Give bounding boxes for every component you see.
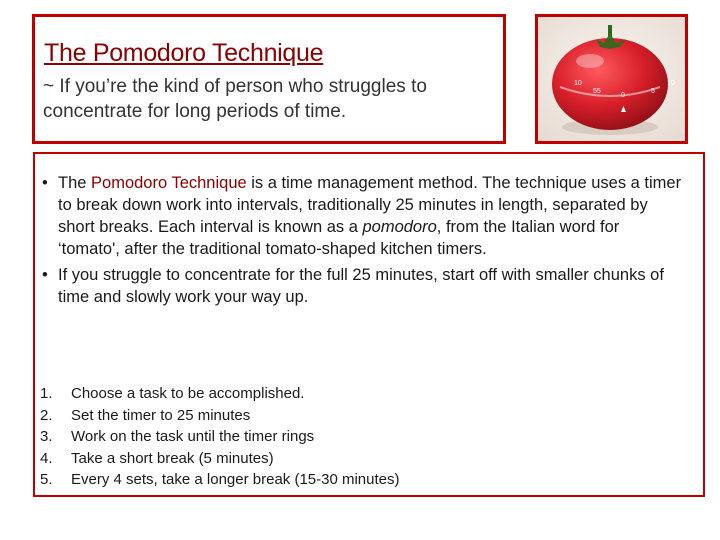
step-number: 1. xyxy=(40,385,53,402)
content-box xyxy=(33,152,705,497)
bullet-marker: • xyxy=(42,266,48,284)
step-text: Work on the task until the timer rings xyxy=(71,428,315,445)
step-text: Choose a task to be accomplished. xyxy=(71,385,305,402)
step-item xyxy=(40,448,680,470)
step-item xyxy=(40,405,680,427)
bullet-item: • The Pomodoro Technique is a time management method. The technique uses a timer to break down work into intervals, traditionally 25 minutes in length, separated by short breaks. Each interval is known as a pomodoro, from the Italian word for ‘tomato', after the traditional tomato-shaped kitchen timers. xyxy=(42,174,682,258)
step-number: 5. xyxy=(40,471,53,488)
step-number: 4. xyxy=(40,449,53,467)
step-text: Every 4 sets, take a longer break (15-30 minutes) xyxy=(71,471,400,488)
bullet-list xyxy=(42,172,685,312)
steps-list xyxy=(40,383,680,491)
dial-label: 5 xyxy=(651,88,655,95)
step-item xyxy=(40,469,680,491)
tomato-timer-photo xyxy=(535,14,688,144)
dial-label: 10 xyxy=(574,80,582,87)
slide-title: The Pomodoro Technique xyxy=(44,39,324,67)
step-text: Take a short break (5 minutes) xyxy=(71,449,274,467)
tomato-body xyxy=(552,38,668,130)
tomato-timer-image xyxy=(538,17,685,141)
italic-term: pomodoro xyxy=(362,218,437,236)
step-number: 3. xyxy=(40,428,53,445)
title-box xyxy=(32,14,506,144)
highlight-term: Pomodoro Technique xyxy=(91,174,247,192)
step-number: 2. xyxy=(40,406,53,424)
bullet-marker: • xyxy=(42,174,48,192)
step-item xyxy=(40,426,680,448)
dial-label: 0 xyxy=(621,92,625,99)
step-item xyxy=(40,383,680,405)
slide-subtitle: ~ If you’re the kind of person who struggles to concentrate for long periods of time. xyxy=(43,76,427,122)
step-text: Set the timer to 25 minutes xyxy=(71,406,251,424)
bullet-item: • If you struggle to concentrate for the full 25 minutes, start off with smaller chunks of time and slowly work your way up. xyxy=(42,266,664,306)
dial-label: 10 xyxy=(667,80,675,87)
dial-label: 55 xyxy=(593,88,601,95)
